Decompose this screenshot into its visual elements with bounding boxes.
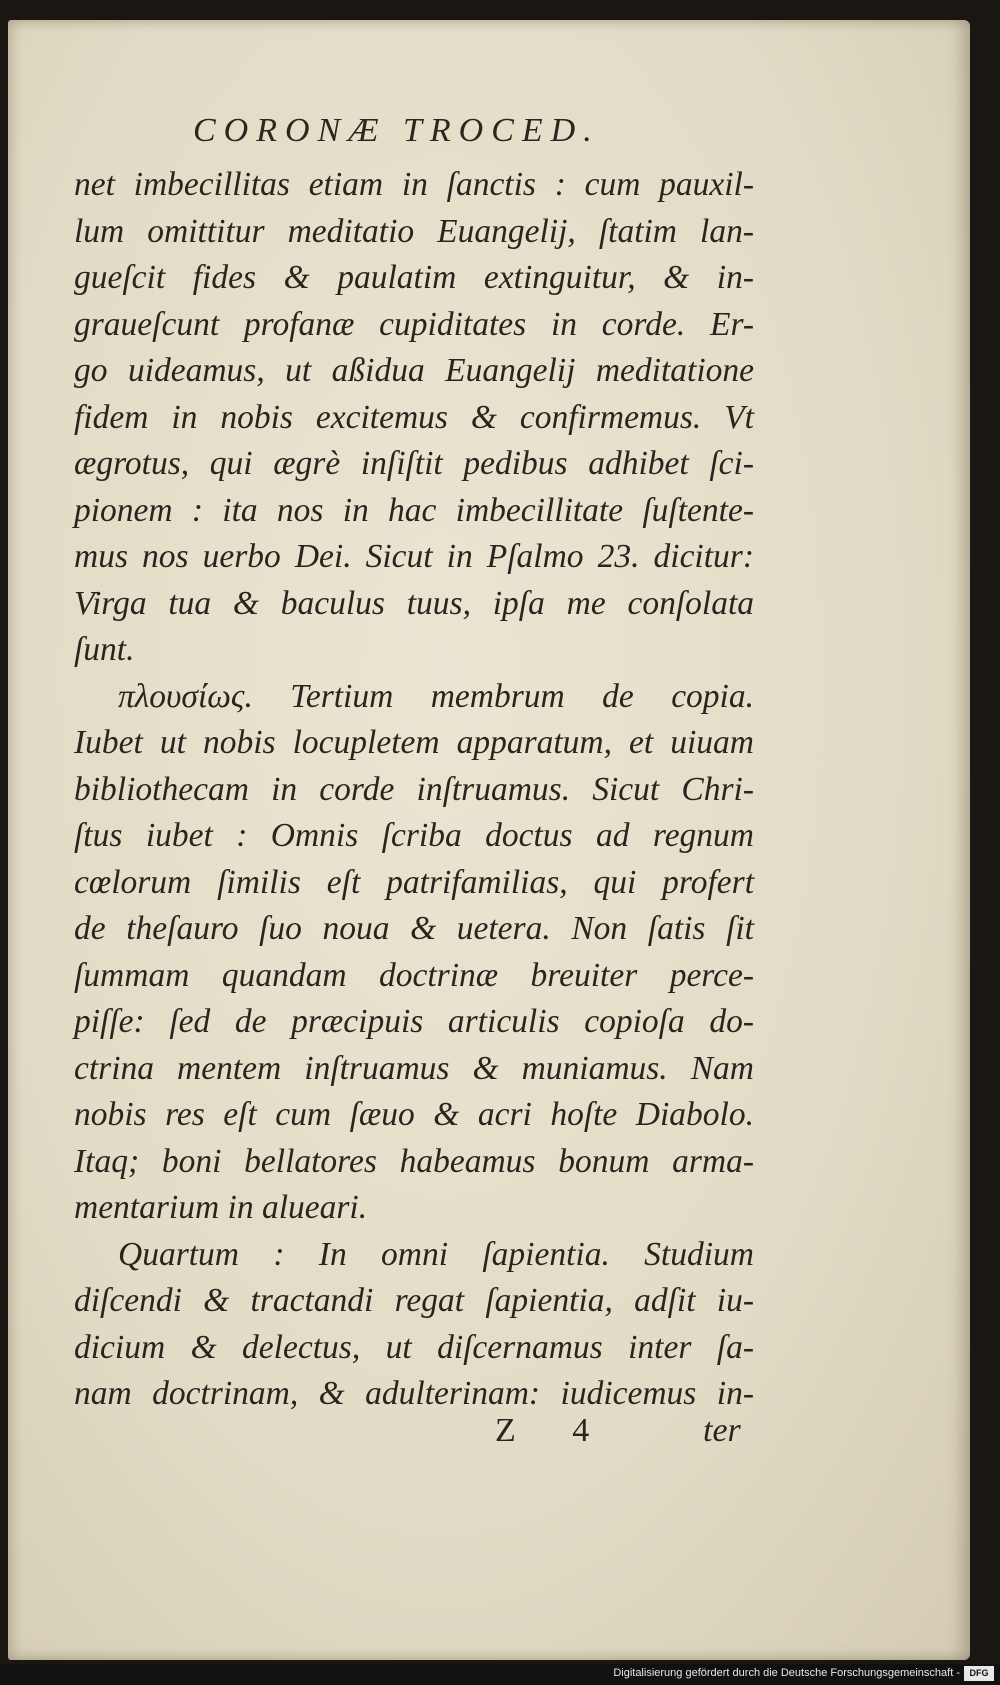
text-line: Virga tua & baculus tuus, ipſa me conſolata (74, 584, 754, 622)
dfg-logo: DFG (964, 1666, 994, 1681)
text-line: Itaq; boni bellatores habeamus bonum arma- (74, 1142, 754, 1180)
text-line: bibliothecam in corde inſtruamus. Sicut Chri- (74, 770, 754, 808)
catchword: ter (703, 1412, 741, 1449)
text-line: ægrotus, qui ægrè inſiſtit pedibus adhibet ſci- (74, 445, 754, 482)
text-line: ſtus iubet : Omnis ſcriba doctus ad regnum (74, 817, 754, 854)
text-line: piſſe: ſed de præcipuis articulis copioſa do- (74, 1003, 754, 1040)
text-line: mentarium in alueari. (74, 1189, 368, 1226)
text-line: diſcendi & tractandi regat ſapientia, adſit iu- (74, 1282, 754, 1319)
text-line: ſummam quandam doctrinæ breuiter perce- (74, 956, 754, 994)
text-line: gueſcit fides & paulatim extinguitur, & in- (74, 259, 754, 296)
credit-bar (0, 1664, 1000, 1685)
signature-mark: Z 4 (495, 1412, 614, 1449)
digitization-credit: Digitalisierung gefördert durch die Deutsche Forschungsgemeinschaft - (613, 1667, 960, 1679)
text-line: fidem in nobis excitemus & confirmemus. Vt (74, 398, 754, 436)
text-line: ctrina mentem inſtruamus & muniamus. Nam (74, 1049, 754, 1087)
text-line: lum omittitur meditatio Euangelij, ſtatim lan- (74, 212, 754, 250)
text-line: graueſcunt profanæ cupiditates in corde. Er- (74, 305, 754, 343)
text-line: nam doctrinam, & adulterinam: iudicemus in- (74, 1375, 754, 1412)
running-head: CORONÆ TROCED. (193, 112, 600, 149)
text-line: net imbecillitas etiam in ſanctis : cum pauxil- (74, 166, 754, 203)
text-line: de theſauro ſuo noua & uetera. Non ſatis ſit (74, 910, 754, 947)
book-page (8, 20, 970, 1660)
text-line: πλουσίως. Tertium membrum de copia. (118, 677, 754, 715)
text-line: mus nos uerbo Dei. Sicut in Pſalmo 23. dicitur: (74, 538, 754, 575)
text-line: nobis res eſt cum ſæuo & acri hoſte Diabolo. (74, 1096, 754, 1133)
text-line: dicium & delectus, ut diſcernamus inter ſa- (74, 1328, 754, 1366)
text-line: go uideamus, ut aßidua Euangelij meditatione (74, 352, 754, 389)
text-line: Iubet ut nobis locupletem apparatum, et uiuam (74, 724, 754, 761)
text-line: Quartum : In omni ſapientia. Studium (118, 1235, 754, 1273)
text-line: cœlorum ſimilis eſt patrifamilias, qui profert (74, 863, 754, 901)
body-text (74, 162, 754, 1418)
text-line: pionem : ita nos in hac imbecillitate ſuſtente- (74, 491, 754, 529)
text-line: ſunt. (74, 631, 135, 668)
